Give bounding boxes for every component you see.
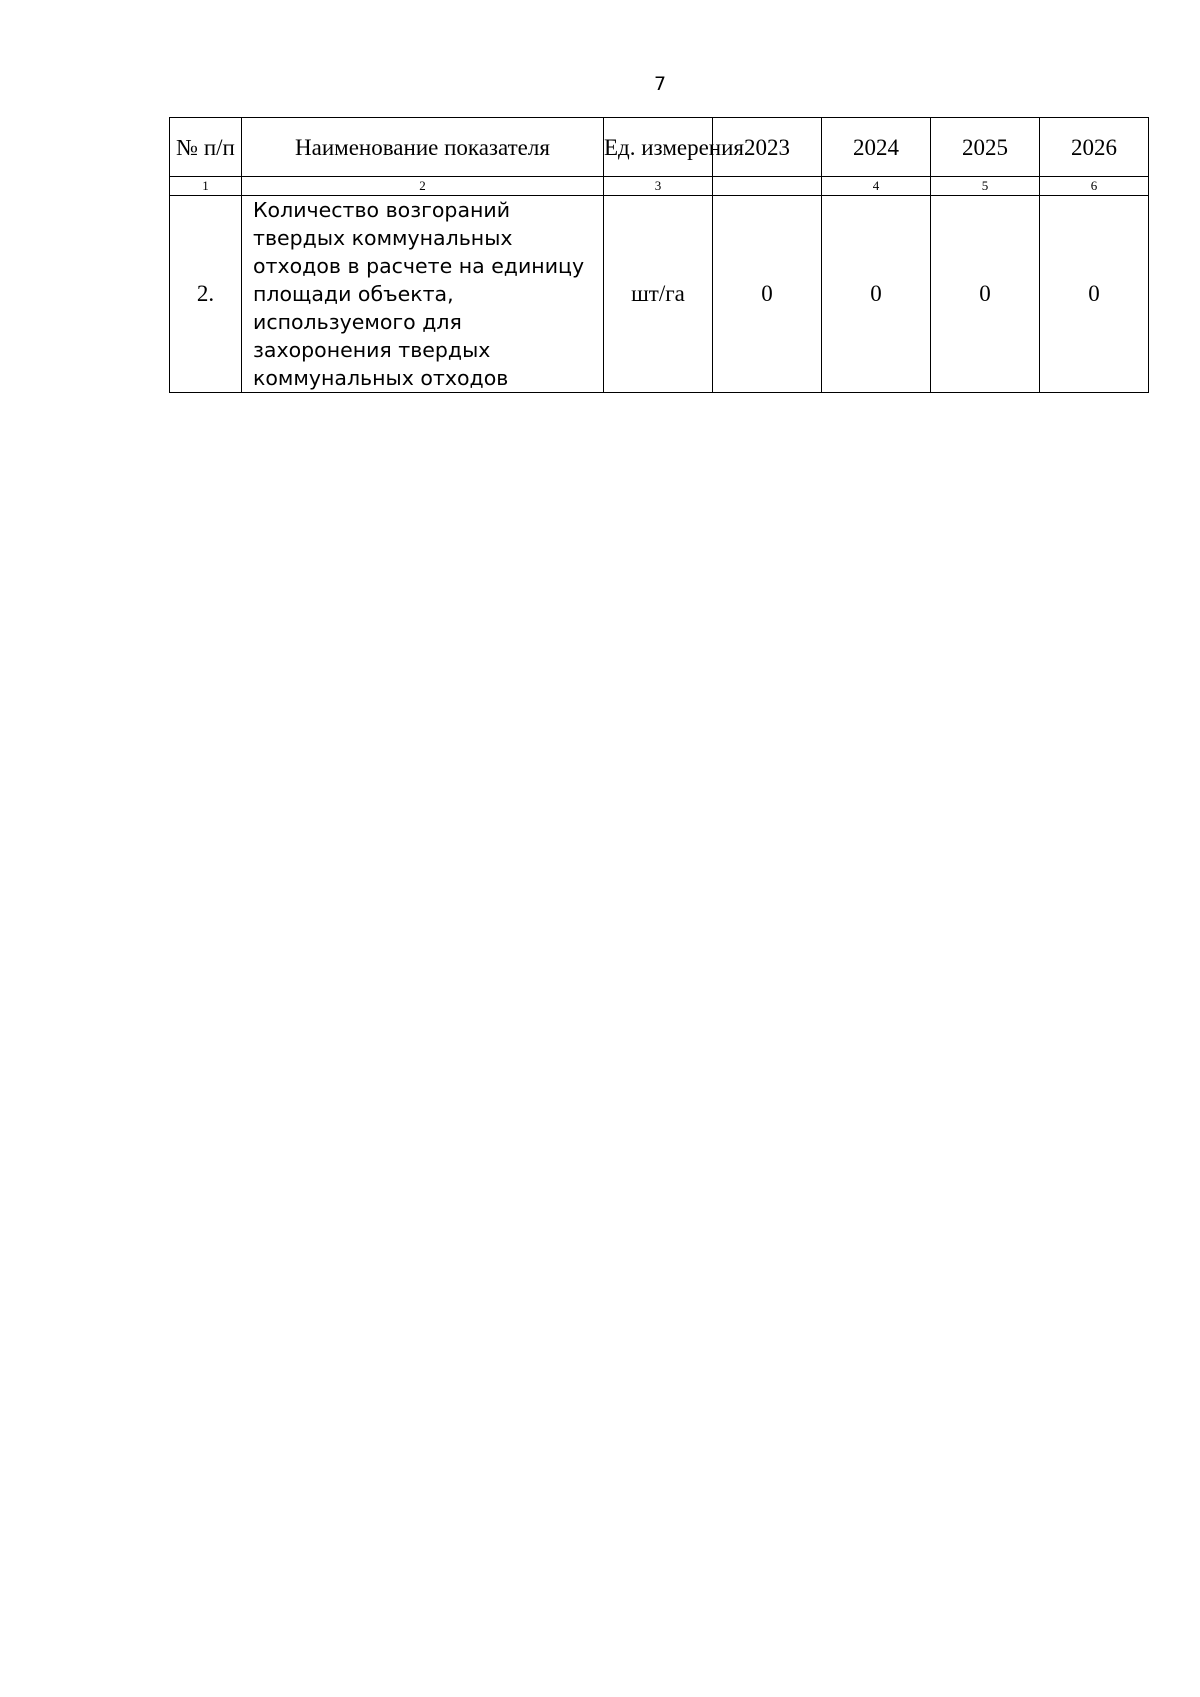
- value-2025: 0: [931, 196, 1040, 393]
- header-year-2025: 2025: [931, 118, 1040, 177]
- header-year-2024: 2024: [822, 118, 931, 177]
- numbering-cell: [713, 177, 822, 196]
- numbering-cell: 2: [242, 177, 604, 196]
- value-2026: 0: [1040, 196, 1149, 393]
- numbering-cell: 4: [822, 177, 931, 196]
- header-col-unit: Ед. измерения: [604, 118, 713, 177]
- numbering-cell: 6: [1040, 177, 1149, 196]
- row-number: 2.: [170, 196, 242, 393]
- header-year-2026: 2026: [1040, 118, 1149, 177]
- value-2023: 0: [713, 196, 822, 393]
- header-col-no: № п/п: [170, 118, 242, 177]
- numbering-cell: 5: [931, 177, 1040, 196]
- indicators-table: [169, 117, 1149, 393]
- indicator-unit: шт/га: [604, 196, 713, 393]
- table-row: [170, 196, 1149, 393]
- header-col-name: Наименование показателя: [242, 118, 604, 177]
- page-number: 7: [653, 73, 667, 95]
- indicator-name: Количество возгораний твердых коммунальных отходов в расчете на единицу площади объекта, используемого для захоронения твердых коммунальных отходов: [242, 196, 604, 393]
- header-year-2023: 2023: [713, 118, 822, 177]
- numbering-cell: 1: [170, 177, 242, 196]
- numbering-cell: 3: [604, 177, 713, 196]
- table-numbering-row: [170, 177, 1149, 196]
- value-2024: 0: [822, 196, 931, 393]
- table-header-row: [170, 118, 1149, 177]
